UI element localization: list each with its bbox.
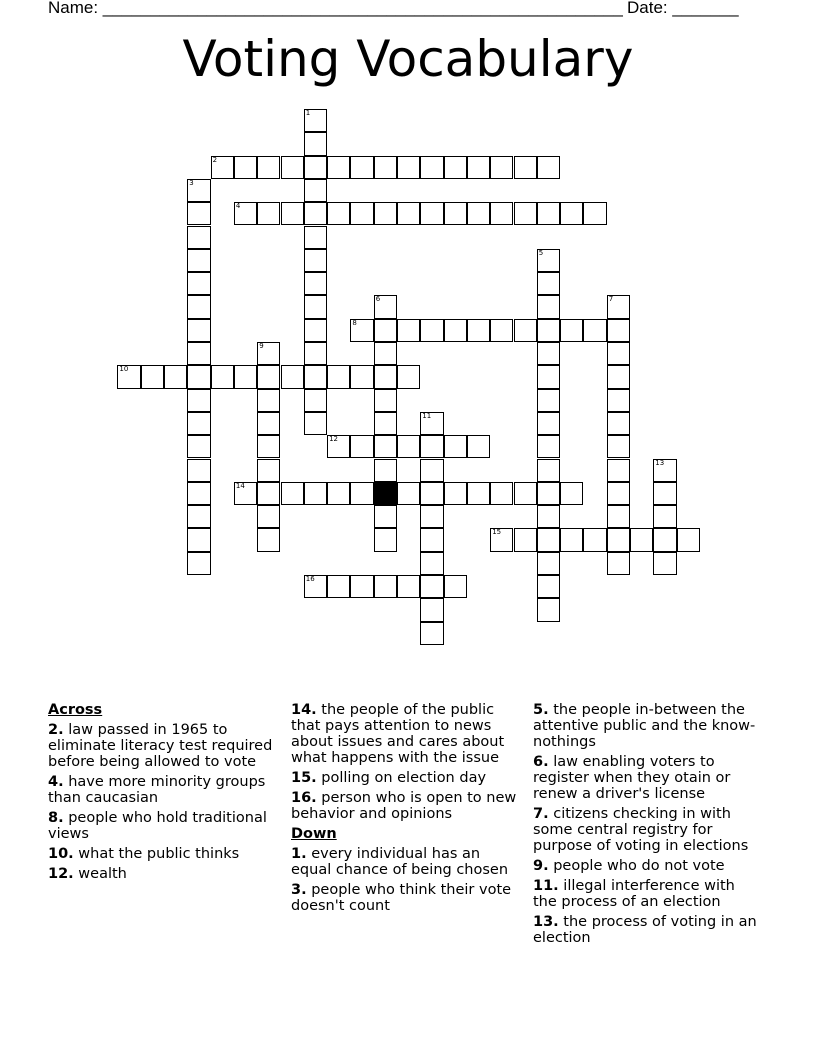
grid-cell[interactable]	[583, 202, 606, 225]
clue-number: 2.	[48, 722, 64, 738]
clue-number: 10.	[48, 846, 74, 862]
grid-cell[interactable]	[653, 528, 676, 551]
grid-cell[interactable]	[327, 365, 350, 388]
grid-cell[interactable]	[467, 482, 490, 505]
grid-cell[interactable]	[467, 202, 490, 225]
grid-cell[interactable]	[397, 482, 420, 505]
grid-cell[interactable]	[327, 202, 350, 225]
grid-cell[interactable]	[187, 226, 210, 249]
grid-cell[interactable]	[257, 202, 280, 225]
page-title: Voting Vocabulary	[182, 30, 634, 88]
clue-down	[533, 754, 763, 802]
grid-cell[interactable]	[653, 505, 676, 528]
clue-across	[291, 790, 521, 822]
grid-cell[interactable]	[187, 505, 210, 528]
clue-across	[48, 866, 278, 882]
grid-cell[interactable]	[583, 319, 606, 342]
grid-cell[interactable]	[257, 156, 280, 179]
grid-cell[interactable]	[211, 156, 234, 179]
grid-cell[interactable]	[537, 295, 560, 318]
grid-cell[interactable]	[374, 459, 397, 482]
grid-cell[interactable]	[514, 319, 537, 342]
grid-cell[interactable]	[257, 528, 280, 551]
grid-cell[interactable]	[560, 482, 583, 505]
date-field-label: Date: _______	[627, 0, 739, 17]
grid-cell[interactable]	[537, 459, 560, 482]
grid-cell[interactable]	[397, 575, 420, 598]
grid-cell[interactable]	[514, 156, 537, 179]
grid-cell[interactable]	[304, 272, 327, 295]
grid-cell[interactable]	[537, 249, 560, 272]
grid-cell[interactable]	[187, 295, 210, 318]
clue-number: 16.	[291, 790, 317, 806]
grid-cell[interactable]	[374, 528, 397, 551]
grid-cell[interactable]	[304, 389, 327, 412]
grid-cell[interactable]	[281, 156, 304, 179]
clue-text: the process of voting in an election	[533, 914, 757, 946]
grid-cell[interactable]	[304, 156, 327, 179]
grid-cell[interactable]	[350, 435, 373, 458]
grid-cell[interactable]	[187, 272, 210, 295]
grid-cell[interactable]	[514, 202, 537, 225]
clue-text: citizens checking in with some central registry for purpose of voting in elections	[533, 806, 749, 854]
grid-cell[interactable]	[607, 435, 630, 458]
grid-cell[interactable]	[607, 505, 630, 528]
grid-cell[interactable]	[420, 459, 443, 482]
clue-down	[291, 882, 521, 914]
clue-number: 5.	[533, 702, 549, 718]
grid-cell[interactable]	[607, 459, 630, 482]
grid-cell[interactable]	[537, 389, 560, 412]
grid-cell[interactable]	[187, 342, 210, 365]
grid-cell[interactable]	[444, 575, 467, 598]
grid-cell[interactable]	[234, 202, 257, 225]
clue-number-label: 8	[352, 318, 357, 327]
clue-across	[48, 810, 278, 842]
grid-cell[interactable]	[537, 202, 560, 225]
grid-cell[interactable]	[537, 412, 560, 435]
grid-cell[interactable]	[187, 412, 210, 435]
clue-down	[533, 914, 763, 946]
grid-cell[interactable]	[257, 482, 280, 505]
clue-text: polling on election day	[321, 770, 487, 786]
clue-column-1	[48, 702, 278, 886]
grid-cell[interactable]	[444, 319, 467, 342]
grid-cell[interactable]	[420, 598, 443, 621]
grid-cell[interactable]	[304, 342, 327, 365]
grid-cell[interactable]	[420, 575, 443, 598]
clue-text: illegal interference with the process of an election	[533, 878, 735, 910]
grid-cell[interactable]	[537, 319, 560, 342]
grid-cell[interactable]	[117, 365, 140, 388]
grid-cell[interactable]	[304, 202, 327, 225]
clue-across	[291, 702, 521, 766]
grid-cell[interactable]	[444, 156, 467, 179]
grid-cell[interactable]	[187, 435, 210, 458]
clue-across	[48, 846, 278, 862]
grid-cell[interactable]	[653, 482, 676, 505]
clue-number-label: 12	[329, 435, 339, 444]
clue-number-label: 7	[608, 295, 614, 304]
grid-cell[interactable]	[257, 459, 280, 482]
grid-cell[interactable]	[607, 365, 630, 388]
clue-text: law passed in 1965 to eliminate literacy test required before being allowed to vote	[48, 722, 273, 770]
clue-text: the people of the public that pays attention to news about issues and cares about what happens with the issue	[291, 702, 505, 766]
grid-cell[interactable]	[560, 528, 583, 551]
clue-down	[291, 846, 521, 878]
grid-cell[interactable]	[420, 482, 443, 505]
grid-cell[interactable]	[420, 552, 443, 575]
grid-cell[interactable]	[304, 575, 327, 598]
grid-cell[interactable]	[327, 156, 350, 179]
grid-cell[interactable]	[444, 482, 467, 505]
clue-number-label: 9	[259, 342, 264, 350]
clue-number: 9.	[533, 858, 549, 874]
grid-cell[interactable]	[560, 202, 583, 225]
clue-text: people who hold traditional views	[48, 810, 267, 842]
grid-cell[interactable]	[234, 365, 257, 388]
grid-cell[interactable]	[281, 202, 304, 225]
grid-cell[interactable]	[677, 528, 700, 551]
grid-cell[interactable]	[514, 528, 537, 551]
grid-cell[interactable]	[397, 435, 420, 458]
grid-cell[interactable]	[420, 435, 443, 458]
name-field-label: Name: _______________________________________________________	[48, 0, 623, 17]
clue-number-label: 13	[655, 458, 665, 467]
grid-cell[interactable]	[607, 342, 630, 365]
grid-cell[interactable]	[537, 156, 560, 179]
clue-number-label: 10	[119, 365, 129, 374]
across-heading: Across	[48, 702, 103, 718]
clue-down	[533, 806, 763, 854]
grid-cell[interactable]	[560, 319, 583, 342]
clue-number: 1.	[291, 846, 307, 862]
grid-cell[interactable]	[257, 365, 280, 388]
grid-cell[interactable]	[304, 412, 327, 435]
grid-cell[interactable]	[490, 319, 513, 342]
clue-number-label: 4	[235, 202, 241, 211]
grid-cell[interactable]	[234, 482, 257, 505]
grid-cell[interactable]	[607, 412, 630, 435]
clue-down	[533, 858, 763, 874]
grid-cell[interactable]	[374, 295, 397, 318]
grid-cell[interactable]	[537, 575, 560, 598]
grid-cell[interactable]	[374, 202, 397, 225]
grid-cell[interactable]	[467, 319, 490, 342]
grid-cell[interactable]	[187, 249, 210, 272]
clue-across	[291, 770, 521, 786]
grid-cell[interactable]	[537, 598, 560, 621]
grid-cell[interactable]	[490, 156, 513, 179]
grid-cell[interactable]	[350, 156, 373, 179]
grid-cell[interactable]	[374, 342, 397, 365]
grid-cell[interactable]	[304, 226, 327, 249]
clue-text: the people in-between the attentive public and the know-nothings	[533, 702, 756, 750]
grid-cell[interactable]	[537, 272, 560, 295]
grid-cell[interactable]	[304, 179, 327, 202]
grid-cell[interactable]	[281, 365, 304, 388]
clue-number-label: 6	[375, 295, 381, 304]
grid-cell[interactable]	[607, 295, 630, 318]
grid-cell[interactable]	[607, 482, 630, 505]
clue-number-label: 2	[212, 155, 218, 164]
clue-number: 15.	[291, 770, 317, 786]
grid-cell[interactable]	[304, 295, 327, 318]
clue-down	[533, 878, 763, 910]
grid-cell[interactable]	[537, 528, 560, 551]
grid-cell[interactable]	[304, 249, 327, 272]
grid-cell[interactable]	[281, 482, 304, 505]
grid-cell[interactable]	[350, 482, 373, 505]
grid-cell[interactable]	[304, 365, 327, 388]
clue-number: 4.	[48, 774, 64, 790]
grid-cell[interactable]	[304, 319, 327, 342]
grid-cell[interactable]	[234, 156, 257, 179]
grid-cell[interactable]	[187, 482, 210, 505]
grid-cell[interactable]	[374, 156, 397, 179]
grid-cell[interactable]	[327, 482, 350, 505]
grid-cell[interactable]	[187, 365, 210, 388]
clue-text: law enabling voters to register when they otain or renew a driver's license	[533, 754, 731, 802]
grid-cell[interactable]	[630, 528, 653, 551]
down-heading: Down	[291, 826, 337, 842]
clue-across	[48, 774, 278, 806]
grid-cell[interactable]	[420, 622, 443, 645]
grid-cell[interactable]	[187, 528, 210, 551]
grid-cell[interactable]	[420, 156, 443, 179]
grid-cell[interactable]	[653, 552, 676, 575]
grid-cell[interactable]	[187, 319, 210, 342]
grid-cell[interactable]	[537, 482, 560, 505]
grid-cell[interactable]	[420, 528, 443, 551]
grid-cell[interactable]	[374, 389, 397, 412]
grid-cell[interactable]	[350, 319, 373, 342]
grid-cell[interactable]	[607, 319, 630, 342]
grid-cell[interactable]	[490, 528, 513, 551]
clue-number: 11.	[533, 878, 559, 894]
grid-cell[interactable]	[211, 365, 234, 388]
grid-cell[interactable]	[537, 505, 560, 528]
clue-text: people who do not vote	[553, 858, 725, 874]
grid-cell[interactable]	[420, 319, 443, 342]
grid-cell[interactable]	[653, 459, 676, 482]
clue-number: 14.	[291, 702, 317, 718]
clue-across	[48, 722, 278, 770]
grid-cell[interactable]	[257, 505, 280, 528]
grid-cell[interactable]	[374, 319, 397, 342]
clue-number-label: 15	[492, 528, 502, 537]
grid-cell[interactable]	[583, 528, 606, 551]
grid-cell[interactable]	[397, 365, 420, 388]
grid-cell[interactable]	[467, 435, 490, 458]
clue-down	[533, 702, 763, 750]
grid-cell[interactable]	[187, 459, 210, 482]
grid-cell[interactable]	[164, 365, 187, 388]
clue-number: 7.	[533, 806, 549, 822]
grid-cell[interactable]	[327, 435, 350, 458]
grid-cell[interactable]	[350, 202, 373, 225]
grid-cell[interactable]	[187, 389, 210, 412]
clue-text: have more minority groups than caucasian	[48, 774, 266, 806]
grid-cell[interactable]	[187, 552, 210, 575]
grid-cell[interactable]	[420, 202, 443, 225]
clue-text: person who is open to new behavior and opinions	[291, 790, 517, 822]
grid-cell[interactable]	[374, 575, 397, 598]
grid-cell[interactable]	[187, 179, 210, 202]
clue-text: wealth	[78, 866, 127, 882]
grid-cell[interactable]	[607, 552, 630, 575]
grid-cell[interactable]	[350, 365, 373, 388]
clue-number: 13.	[533, 914, 559, 930]
grid-cell[interactable]	[304, 132, 327, 155]
grid-cell[interactable]	[257, 342, 280, 365]
grid-cell[interactable]	[374, 435, 397, 458]
grid-cell[interactable]	[490, 202, 513, 225]
grid-cell[interactable]	[304, 109, 327, 132]
grid-cell[interactable]	[257, 412, 280, 435]
clue-text: people who think their vote doesn't count	[291, 882, 512, 914]
grid-cell[interactable]	[374, 505, 397, 528]
grid-cell[interactable]	[444, 435, 467, 458]
grid-cell[interactable]	[257, 435, 280, 458]
grid-cell[interactable]	[350, 575, 373, 598]
grid-cell[interactable]	[397, 202, 420, 225]
grid-cell[interactable]	[420, 412, 443, 435]
grid-cell[interactable]	[257, 389, 280, 412]
grid-cell[interactable]	[490, 482, 513, 505]
grid-cell[interactable]	[141, 365, 164, 388]
clue-number: 8.	[48, 810, 64, 826]
clue-number: 3.	[291, 882, 307, 898]
grid-cell[interactable]	[374, 365, 397, 388]
grid-cell[interactable]	[537, 342, 560, 365]
grid-cell[interactable]	[467, 156, 490, 179]
grid-cell[interactable]	[537, 365, 560, 388]
clue-number: 6.	[533, 754, 549, 770]
clue-number-label: 11	[422, 411, 432, 420]
grid-cell[interactable]	[607, 389, 630, 412]
grid-cell[interactable]	[420, 505, 443, 528]
clue-column-2	[291, 702, 521, 918]
grid-cell[interactable]	[187, 202, 210, 225]
black-cell	[374, 482, 397, 505]
clue-text: every individual has an equal chance of being chosen	[291, 846, 509, 878]
grid-cell[interactable]	[327, 575, 350, 598]
grid-cell[interactable]	[444, 202, 467, 225]
clue-number-label: 16	[305, 575, 315, 583]
grid-cell[interactable]	[397, 319, 420, 342]
grid-cell[interactable]	[374, 412, 397, 435]
clue-column-3	[533, 702, 763, 950]
grid-cell[interactable]	[537, 435, 560, 458]
grid-cell[interactable]	[607, 528, 630, 551]
clue-text: what the public thinks	[78, 846, 240, 862]
clue-number-label: 3	[189, 178, 194, 187]
clue-number-label: 14	[235, 481, 245, 490]
clue-number: 12.	[48, 866, 74, 882]
grid-cell[interactable]	[304, 482, 327, 505]
clue-number-label: 1	[305, 109, 311, 117]
grid-cell[interactable]	[537, 552, 560, 575]
grid-cell[interactable]	[514, 482, 537, 505]
grid-cell[interactable]	[397, 156, 420, 179]
clue-number-label: 5	[538, 248, 544, 257]
